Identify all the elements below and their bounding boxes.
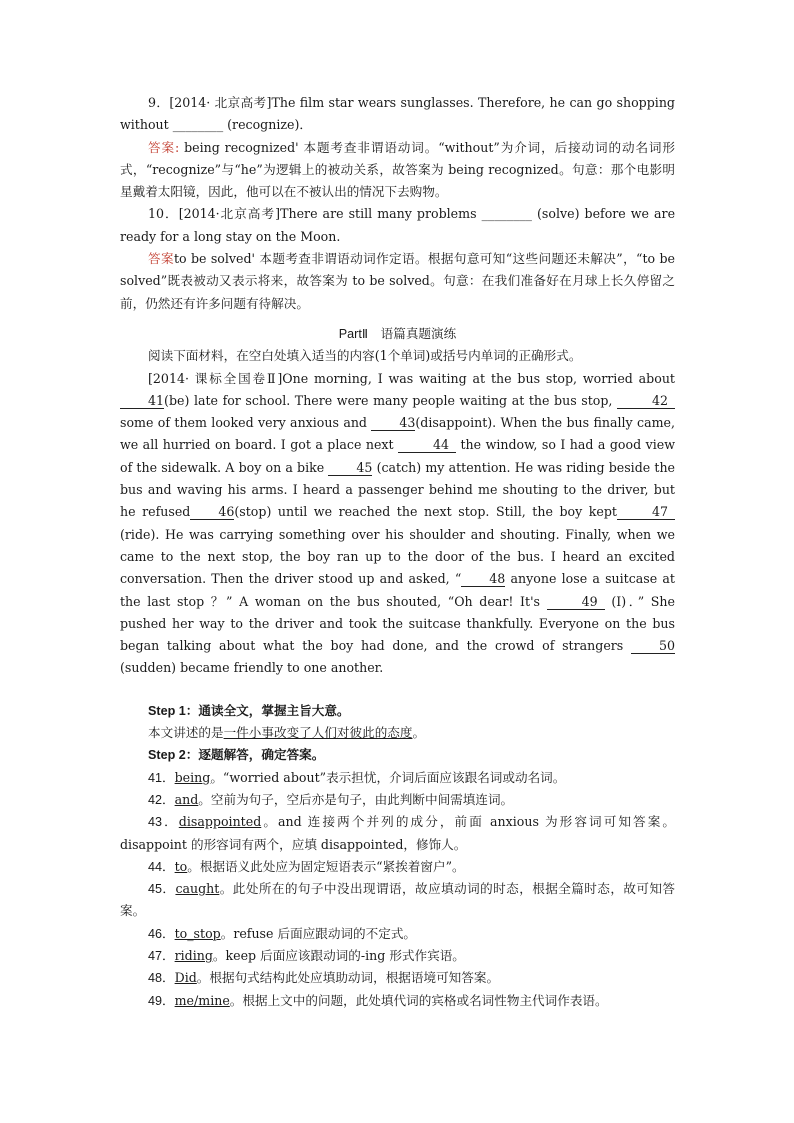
blank-45: 45 xyxy=(328,460,372,476)
answer-number: 46． xyxy=(148,926,175,941)
answer-41 xyxy=(120,767,675,789)
answer-number: 49． xyxy=(148,993,175,1008)
step-1 xyxy=(120,700,675,722)
step-2 xyxy=(120,744,675,766)
summary-main-idea: 一件小事改变了人们对彼此的态度 xyxy=(223,725,413,741)
answer-word: to_stop xyxy=(174,925,221,941)
answer-word: caught xyxy=(175,881,220,897)
answer-9 xyxy=(120,137,675,204)
answer-10 xyxy=(120,248,675,315)
step-text: 通读全文，掌握主旨大意。 xyxy=(198,703,350,718)
question-number: 10． xyxy=(148,206,179,222)
answer-45 xyxy=(120,878,675,923)
passage-source: [2014· 课标全国卷Ⅱ] xyxy=(148,370,283,386)
blank-46: 46 xyxy=(190,504,234,520)
passage-text: some of them looked very anxious and xyxy=(120,415,367,431)
step-label: Step 1： xyxy=(148,703,199,718)
blank-47: 47 xyxy=(617,504,675,520)
passage-text: (sudden) became friendly to one another. xyxy=(120,660,384,676)
question-9 xyxy=(120,92,675,137)
answer-word: me/mine xyxy=(174,992,230,1008)
answer-number: 44． xyxy=(148,859,175,874)
passage-text: (disappoint). When the bus finally came, we all hurried on board. I got a place next xyxy=(120,415,675,453)
answer-blank: ________ xyxy=(172,117,224,133)
answer-number: 48． xyxy=(148,971,175,986)
answer-blank: ________ xyxy=(481,206,532,222)
passage-text: (stop) until we reached the next stop. Still, the boy kept xyxy=(234,504,617,520)
summary-suffix: 。 xyxy=(412,725,426,741)
summary-prefix: 本文讲述的是 xyxy=(148,725,224,741)
summary xyxy=(120,722,675,744)
passage-text: (ride). He was carrying something over his shoulder and shouting. Finally, when we came to the next stop, the boy ran up to the door of the bus. I heard an excited conversation. Then the driver stood up and asked, “ xyxy=(120,526,675,587)
answer-word: disappointed xyxy=(178,814,262,830)
answer-46 xyxy=(120,923,675,945)
answer-explanation: being recognized' 本题考查非谓语动词。“without”为介词，后接动词的动名词形式，“recognize”与“he”为逻辑上的被动关系，故答案为 being recognized。句意：那个电影明星戴着太阳镜，因此，他可以在不被认出的情况下去购物。 xyxy=(120,139,675,200)
answer-43 xyxy=(120,811,675,856)
passage-text: anyone lose a suitcase at the last stop ？” A woman on the bus shouted, “Oh dear! It's xyxy=(120,571,675,609)
answer-explanation: 。keep 后面应该跟动词的-ing 形式作宾语。 xyxy=(212,947,465,963)
answer-42 xyxy=(120,789,675,811)
spacer xyxy=(120,680,675,700)
passage-text: (be) late for school. There were many people waiting at the bus stop, xyxy=(164,392,613,408)
answer-number: 41． xyxy=(148,770,175,785)
answer-number: 47． xyxy=(148,948,175,963)
blank-41: 41 xyxy=(120,393,164,409)
question-source: [2014· 北京高考] xyxy=(169,95,272,110)
blank-48: 48 xyxy=(461,571,505,587)
answer-explanation: 。根据上文中的问题，此处填代词的宾格或名词性物主代词作表语。 xyxy=(229,992,608,1008)
answer-word: to xyxy=(174,858,188,874)
question-number: 9． xyxy=(148,95,170,110)
answer-explanation: 。and 连接两个并列的成分，前面 anxious 为形容词可知答案。disappoint 的形容词有两个，应填 disappointed，修饰人。 xyxy=(120,814,675,852)
instruction: 阅读下面材料，在空白处填入适当的内容(1个单词)或括号内单词的正确形式。 xyxy=(148,348,582,364)
blank-42: 42 xyxy=(617,393,675,409)
answer-word: and xyxy=(174,791,199,807)
answer-number: 43． xyxy=(148,815,179,830)
answer-word: riding xyxy=(174,947,213,963)
answer-label: 答案 xyxy=(148,251,174,267)
answer-number: 45． xyxy=(148,882,176,897)
question-text: (solve) before we are ready for a long stay on the Moon. xyxy=(120,206,676,244)
question-text: The film star wears sunglasses. Therefore, he can go shopping without xyxy=(120,95,675,133)
question-source: [2014·北京高考] xyxy=(178,206,281,222)
answer-explanation: to be solved' 本题考查非谓语动词作定语。根据句意可知“这些问题还未解决”，“to be solved”既表被动又表示将来，故答案为 to be solved。句意：在我们准备好在月球上长久停留之前，仍然还有许多问题有待解决。 xyxy=(120,251,676,311)
answer-word: being xyxy=(174,769,211,785)
answer-label: 答案: xyxy=(148,139,180,155)
step-label: Step 2： xyxy=(148,748,199,763)
answer-explanation: 。“worried about”表示担忧，介词后面应该跟名词或动名词。 xyxy=(210,769,566,785)
answer-explanation: 。根据语义此处应为固定短语表示“紧挨着窗户”。 xyxy=(187,858,465,874)
answer-number: 42． xyxy=(148,792,175,807)
question-text: There are still many problems xyxy=(280,206,477,222)
step-text: 逐题解答，确定答案。 xyxy=(198,748,325,763)
answer-explanation: 。根据句式结构此处应填助动词，根据语境可知答案。 xyxy=(196,970,500,986)
blank-44: 44 xyxy=(398,437,456,453)
question-10 xyxy=(120,203,675,248)
blank-50: 50 xyxy=(631,638,675,654)
question-text: (recognize)． xyxy=(227,117,312,133)
answer-47 xyxy=(120,945,675,967)
passage-text: the window, so I had a good view of the sidewalk. A boy on a bike xyxy=(120,437,675,475)
section-title: PartⅡ 语篇真题演练 xyxy=(338,326,457,341)
answer-49 xyxy=(120,990,675,1012)
passage-text: One morning, I was waiting at the bus stop, worried about xyxy=(282,370,675,386)
cloze-passage xyxy=(120,368,675,680)
answer-48 xyxy=(120,967,675,989)
document-page xyxy=(120,92,675,1012)
answer-explanation: 。此处所在的句子中没出现谓语，故应填动词的时态，根据全篇时态，故可知答案。 xyxy=(120,881,675,919)
passage-text: (catch) my attention. He was riding beside the bus and waving his arms. I heard a passenger behind me shouting to the driver, but he refused xyxy=(120,459,676,520)
answer-explanation: 。空前为句子，空后亦是句子，由此判断中间需填连词。 xyxy=(198,791,514,807)
answer-explanation: 。refuse 后面应跟动词的不定式。 xyxy=(220,925,417,941)
answer-44 xyxy=(120,856,675,878)
blank-49: 49 xyxy=(547,594,605,610)
passage-text: (I)．” She pushed her way to the driver and took the suitcase thankfully. Everyone on the bus began talking about what the boy had done, and the crowd of strangers xyxy=(120,593,675,654)
answer-word: Did xyxy=(174,970,197,986)
blank-43: 43 xyxy=(371,415,415,431)
